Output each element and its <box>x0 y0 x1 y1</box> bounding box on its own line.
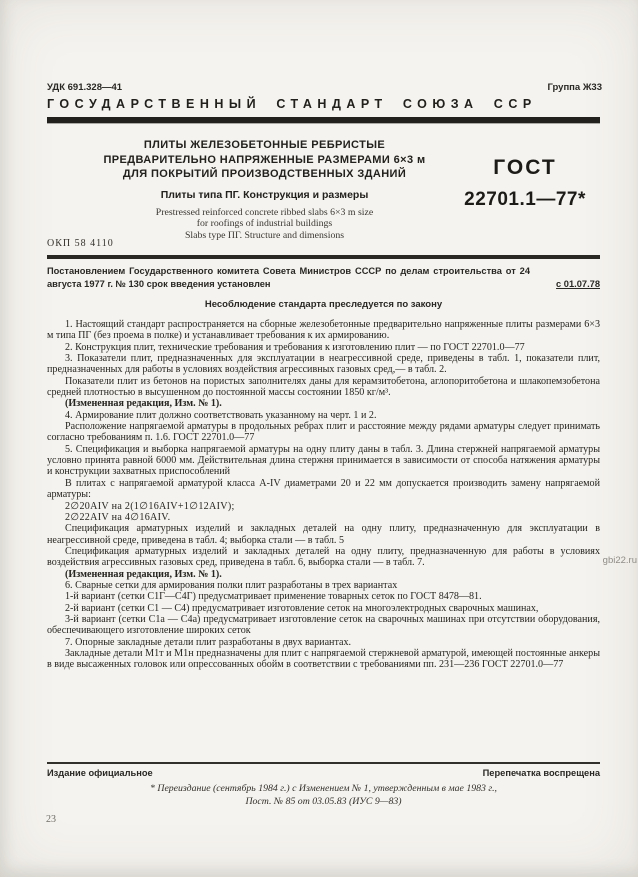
title-en-line: Prestressed reinforced concrete ribbed slabs 6×3 m size <box>155 206 374 218</box>
body-paragraph: (Измененная редакция, Изм. № 1). <box>65 568 222 580</box>
header-meta-row <box>47 82 602 93</box>
title-line: ДЛЯ ПОКРЫТИЙ ПРОИЗВОДСТВЕННЫХ ЗДАНИЙ <box>122 168 407 180</box>
body-paragraph: 1. Настоящий стандарт распространяется на сборные железобетонные предварительно напряженные плиты размерами 6×3 м типа ПГ (без проема в полке) и устанавливает требования к их армированию. <box>47 319 600 342</box>
gost-label: ГОСТ <box>493 156 557 179</box>
group-code: Группа Ж33 <box>547 82 602 93</box>
body-paragraph: 1-й вариант (сетки С1Г—С4Г) предусматривает применение товарных сеток по ГОСТ 8478—81. <box>65 591 482 603</box>
document-subtitle: Плиты типа ПГ. Конструкция и размеры <box>160 188 369 201</box>
body-paragraph: 6. Сварные сетки для армирования полки плит разработаны в трех вариантах <box>65 579 398 591</box>
body-paragraph: 3-й вариант (сетки С1а — С4а) предусматривает изготовление сеток на сварочных машинах при отсутствии оборудования, обеспечивающего изготовление широких сеток <box>47 613 600 637</box>
footer-rule <box>47 762 600 764</box>
reissue-footnote <box>47 783 600 808</box>
law-notice: Несоблюдение стандарта преследуется по закону <box>204 299 443 310</box>
body-paragraph: В плитах с напрягаемой арматурой класса A-IV диаметрами 20 и 22 мм допускается производить замену напрягаемой арматуры: <box>47 477 600 501</box>
body-paragraph: Закладные детали М1т и М1н предназначены для плит с напрягаемой стержневой арматурой, имеющей постоянные анкеры в виде высаженных головок или опрессованных обойм в соответствии с требованиями пп. 231—236 ГОСТ 22701.0—77 <box>47 647 600 671</box>
title-block-rule <box>47 255 600 259</box>
document-title-ru <box>87 138 442 182</box>
body-paragraph: (Измененная редакция, Изм. № 1). <box>65 398 222 410</box>
body-text <box>47 319 600 671</box>
site-watermark: gbi22.ru <box>602 555 637 566</box>
gost-number: 22701.1—77* <box>464 189 586 210</box>
reprint-label: Перепечатка воспрещена <box>482 768 600 778</box>
footer-row <box>47 768 600 778</box>
title-line: ПЛИТЫ ЖЕЛЕЗОБЕТОННЫЕ РЕБРИСТЫЕ <box>143 139 386 151</box>
body-paragraph: Показатели плит из бетонов на пористых заполнителях даны для керамзитобетона, аглопоритобетона и шлакопемзобетона средней плотностью в высушенном до постоянной массы состоянии 1850 кг/м³. <box>47 375 600 399</box>
gost-designation-box <box>450 138 600 241</box>
title-en-line: Slabs type ПГ. Structure and dimensions <box>184 229 345 241</box>
body-paragraph: 5. Спецификация и выборка напрягаемой арматуры на одну плиту даны в табл. 3. Длина стержней напрягаемой арматуры условно принята равной 6000 мм. Действительная длина стержня принимается в зависимости от способа натяжения арматуры и конструкции захватных приспособлений <box>47 443 600 478</box>
decree-text: Постановлением Государственного комитета Совета Министров СССР по делам строительства от 24 августа 1977 г. № 130 срок введения установлен <box>47 266 530 289</box>
title-block <box>47 138 600 241</box>
title-left-column <box>47 138 450 241</box>
body-paragraph: 4. Армирование плит должно соответствовать указанному на черт. 1 и 2. <box>65 409 377 421</box>
body-paragraph: 2∅22AIV на 4∅16AIV. <box>65 511 171 523</box>
body-paragraph: 2∅20AIV на 2(1∅16AIV+1∅12AIV); <box>65 500 235 512</box>
udk-code: УДК 691.328—41 <box>47 82 123 93</box>
page-number: 23 <box>46 814 56 825</box>
body-paragraph: Спецификация арматурных изделий и закладных деталей на одну плиту, предназначенную для эксплуатации в неагрессивной среде, приведена в табл. 4; выборка стали — в табл. 5 <box>47 523 600 546</box>
state-standard-heading: ГОСУДАРСТВЕННЫЙ СТАНДАРТ СОЮЗА ССР <box>47 97 537 111</box>
footnote-line: Пост. № 85 от 03.05.83 (ИУС 9—83) <box>245 795 402 807</box>
body-paragraph: Спецификация арматурных изделий и закладных деталей на одну плиту, предназначенную для работы в условиях воздействия агрессивных газовых сред, приведена в табл. 6, выборка стали — в табл. 7. <box>47 545 600 569</box>
body-paragraph: 2. Конструкция плит, технические требования и требования к изготовлению плит — по ГОСТ 22701.0—77 <box>65 341 525 353</box>
heading-rule <box>47 117 600 123</box>
effective-date: с 01.07.78 <box>556 278 600 289</box>
body-paragraph: 3. Показатели плит, предназначенных для эксплуатации в неагрессивной среде, приведены в табл. 1, показатели плит, предназначенных для работы в условиях воздействия агрессивных газовых сред,— в табл. 2. <box>47 353 600 376</box>
body-paragraph: Расположение напрягаемой арматуры в продольных ребрах плит и расстояние между рядами арматуры следует принимать согласно требованиям п. 1.6. ГОСТ 22701.0—77 <box>47 421 600 444</box>
document-title-en <box>87 207 442 242</box>
title-en-line: for roofings of industrial buildings <box>196 218 333 229</box>
footnote-line: * Переиздание (сентябрь 1984 г.) с Изменением № 1, утвержденным в мае 1983 г., <box>150 783 497 794</box>
edition-label: Издание официальное <box>47 768 153 778</box>
body-paragraph: 2-й вариант (сетки С1 — С4) предусматривает изготовление сеток на многоэлектродных сварочных машинах, <box>65 602 539 614</box>
title-line: ПРЕДВАРИТЕЛЬНО НАПРЯЖЕННЫЕ РАЗМЕРАМИ 6×3 м <box>103 153 426 166</box>
okp-code: ОКП 58 4110 <box>47 238 114 249</box>
decree-block <box>47 265 600 290</box>
body-paragraph: 7. Опорные закладные детали плит разработаны в двух вариантах. <box>65 636 352 648</box>
